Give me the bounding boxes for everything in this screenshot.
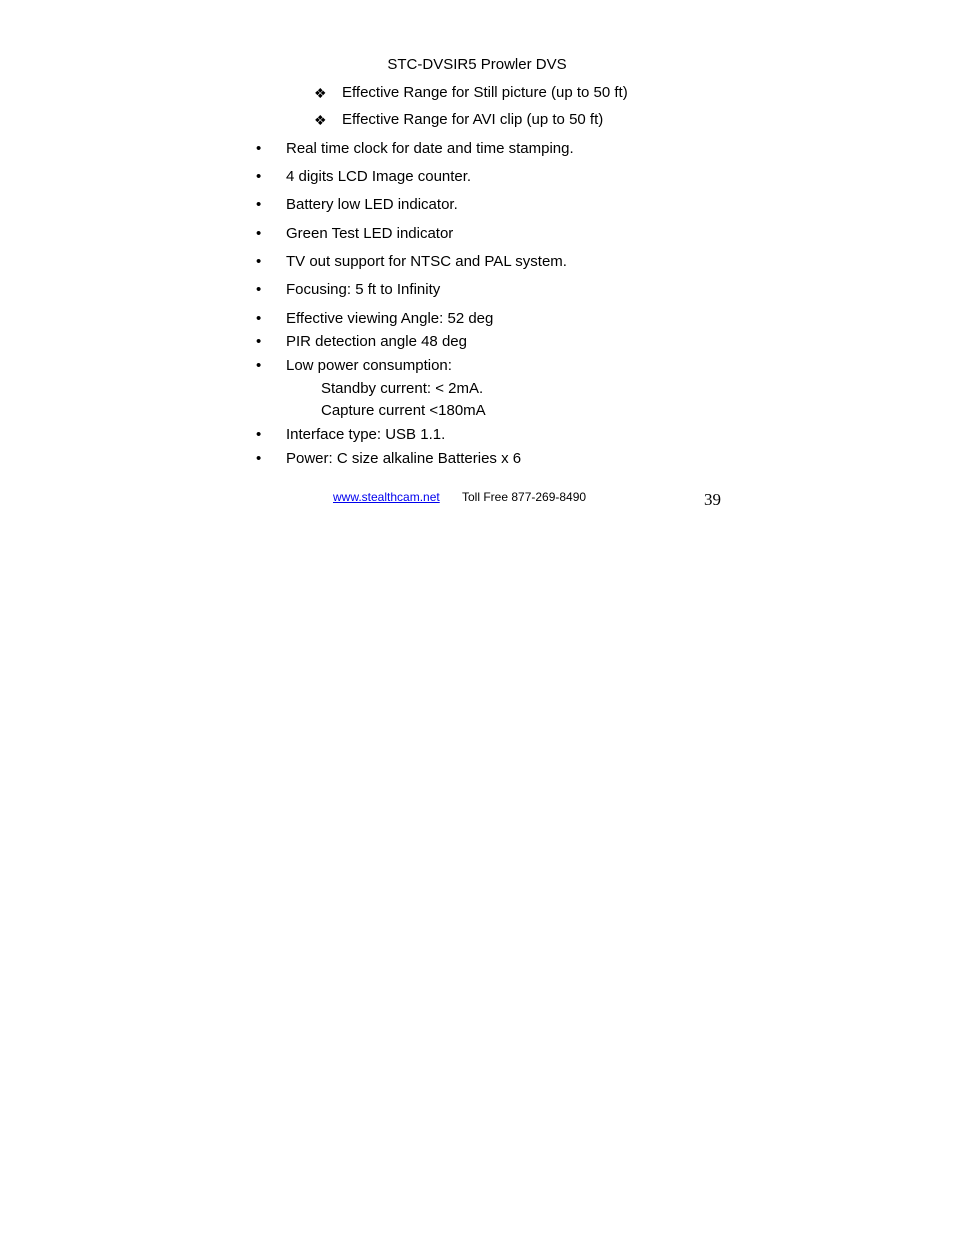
bullet-item-pir-angle: PIR detection angle 48 deg — [286, 333, 467, 350]
diamond-bullet-icon: ❖ — [314, 85, 327, 101]
footer-phone: Toll Free 877-269-8490 — [462, 490, 587, 504]
sub-item-avi-range: Effective Range for AVI clip (up to 50 ft) — [342, 111, 604, 128]
power-detail-standby: Standby current: < 2mA. — [321, 380, 484, 397]
footer-website-link[interactable]: www.stealthcam.net — [333, 490, 440, 504]
bullet-icon: • — [256, 450, 262, 467]
bullet-icon: • — [256, 281, 262, 298]
bullet-icon: • — [256, 225, 262, 242]
bullet-icon: • — [256, 168, 262, 185]
bullet-icon: • — [256, 253, 262, 270]
bullet-item-power: Power: C size alkaline Batteries x 6 — [286, 450, 522, 467]
bullet-icon: • — [256, 310, 262, 327]
bullet-icon: • — [256, 426, 262, 443]
diamond-bullet-icon: ❖ — [314, 112, 327, 128]
bullet-icon: • — [256, 196, 262, 213]
page-header-title: STC-DVSIR5 Prowler DVS — [387, 56, 567, 73]
bullet-item-interface: Interface type: USB 1.1. — [286, 426, 446, 443]
bullet-item-low-power: Low power consumption: — [286, 357, 452, 374]
power-detail-capture: Capture current <180mA — [321, 402, 486, 419]
bullet-icon: • — [256, 140, 262, 157]
sub-item-still-range: Effective Range for Still picture (up to 50 ft) — [342, 84, 628, 101]
bullet-item-focusing: Focusing: 5 ft to Infinity — [286, 281, 441, 298]
bullet-item-test-led: Green Test LED indicator — [286, 225, 454, 242]
page-number: 39 — [704, 490, 721, 509]
bullet-item-tv-out: TV out support for NTSC and PAL system. — [286, 253, 567, 270]
bullet-item-viewing-angle: Effective viewing Angle: 52 deg — [286, 310, 494, 327]
bullet-item-lcd-counter: 4 digits LCD Image counter. — [286, 168, 472, 185]
bullet-item-battery-led: Battery low LED indicator. — [286, 196, 458, 213]
bullet-icon: • — [256, 357, 262, 374]
bullet-item-real-time-clock: Real time clock for date and time stamping. — [286, 140, 574, 157]
bullet-icon: • — [256, 333, 262, 350]
